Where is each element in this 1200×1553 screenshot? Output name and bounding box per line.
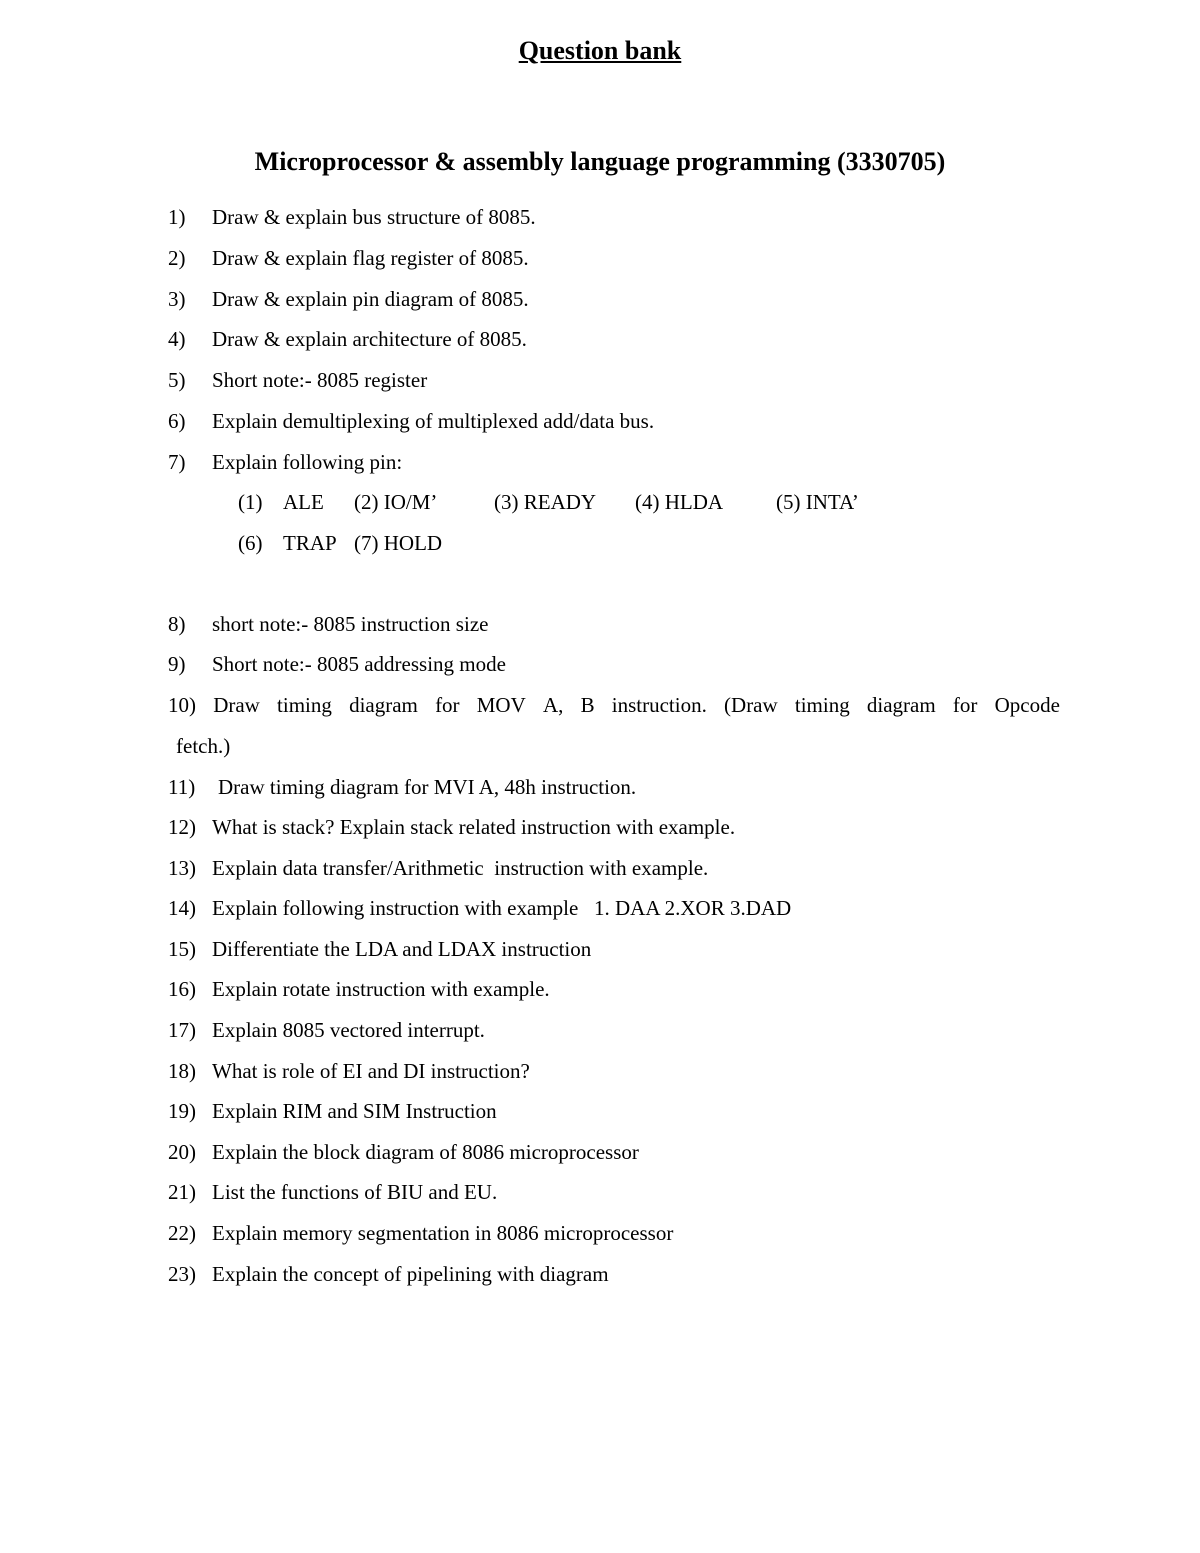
pin-label: (3) READY	[494, 490, 597, 514]
question-item: 22) Explain memory segmentation in 8086 microprocessor	[168, 1221, 674, 1245]
question-item: 1) Draw & explain bus structure of 8085.	[168, 205, 536, 229]
question-item: 18) What is role of EI and DI instruction?	[168, 1059, 530, 1083]
question-item: 7) Explain following pin:	[168, 450, 403, 474]
question-item: 13) Explain data transfer/Arithmetic instruction with example.	[168, 856, 709, 880]
question-item: 6) Explain demultiplexing of multiplexed add/data bus.	[168, 409, 655, 433]
question-item: 15) Differentiate the LDA and LDAX instruction	[168, 937, 592, 961]
question-item: 17) Explain 8085 vectored interrupt.	[168, 1018, 485, 1042]
question-item: 12) What is stack? Explain stack related instruction with example.	[168, 815, 736, 839]
pin-label: (4) HLDA	[635, 490, 724, 514]
question-item: 21) List the functions of BIU and EU.	[168, 1180, 498, 1204]
question-item: 11) Draw timing diagram for MVI A, 48h instruction.	[168, 775, 637, 799]
question-item: 3) Draw & explain pin diagram of 8085.	[168, 287, 529, 311]
pin-label: (7) HOLD	[354, 531, 443, 555]
question-item: 8) short note:- 8085 instruction size	[168, 612, 489, 636]
question-item: 20) Explain the block diagram of 8086 microprocessor	[168, 1140, 639, 1164]
question-item: 9) Short note:- 8085 addressing mode	[168, 652, 506, 676]
question-item: 16) Explain rotate instruction with example.	[168, 977, 550, 1001]
question-item: 4) Draw & explain architecture of 8085.	[168, 327, 527, 351]
question-continuation: fetch.)	[176, 734, 231, 758]
question-item: 5) Short note:- 8085 register	[168, 368, 428, 392]
pin-label: (1)	[238, 490, 263, 514]
subject-heading: Microprocessor & assembly language programming (3330705)	[254, 147, 946, 176]
pin-label: (2) IO/M’	[354, 490, 438, 514]
question-item: 19) Explain RIM and SIM Instruction	[168, 1099, 497, 1123]
question-item: 14) Explain following instruction with example 1. DAA 2.XOR 3.DAD	[168, 896, 792, 920]
question-item: 23) Explain the concept of pipelining with diagram	[168, 1262, 609, 1286]
question-item: 2) Draw & explain flag register of 8085.	[168, 246, 529, 270]
page-title: Question bank	[518, 36, 682, 65]
pin-label: (5) INTA’	[776, 490, 859, 514]
pin-label: ALE	[283, 490, 324, 514]
pin-label: TRAP	[283, 531, 337, 555]
question-item: 10) Draw timing diagram for MOV A, B instruction. (Draw timing diagram for Opcode	[168, 693, 1060, 717]
pin-label: (6)	[238, 531, 263, 555]
